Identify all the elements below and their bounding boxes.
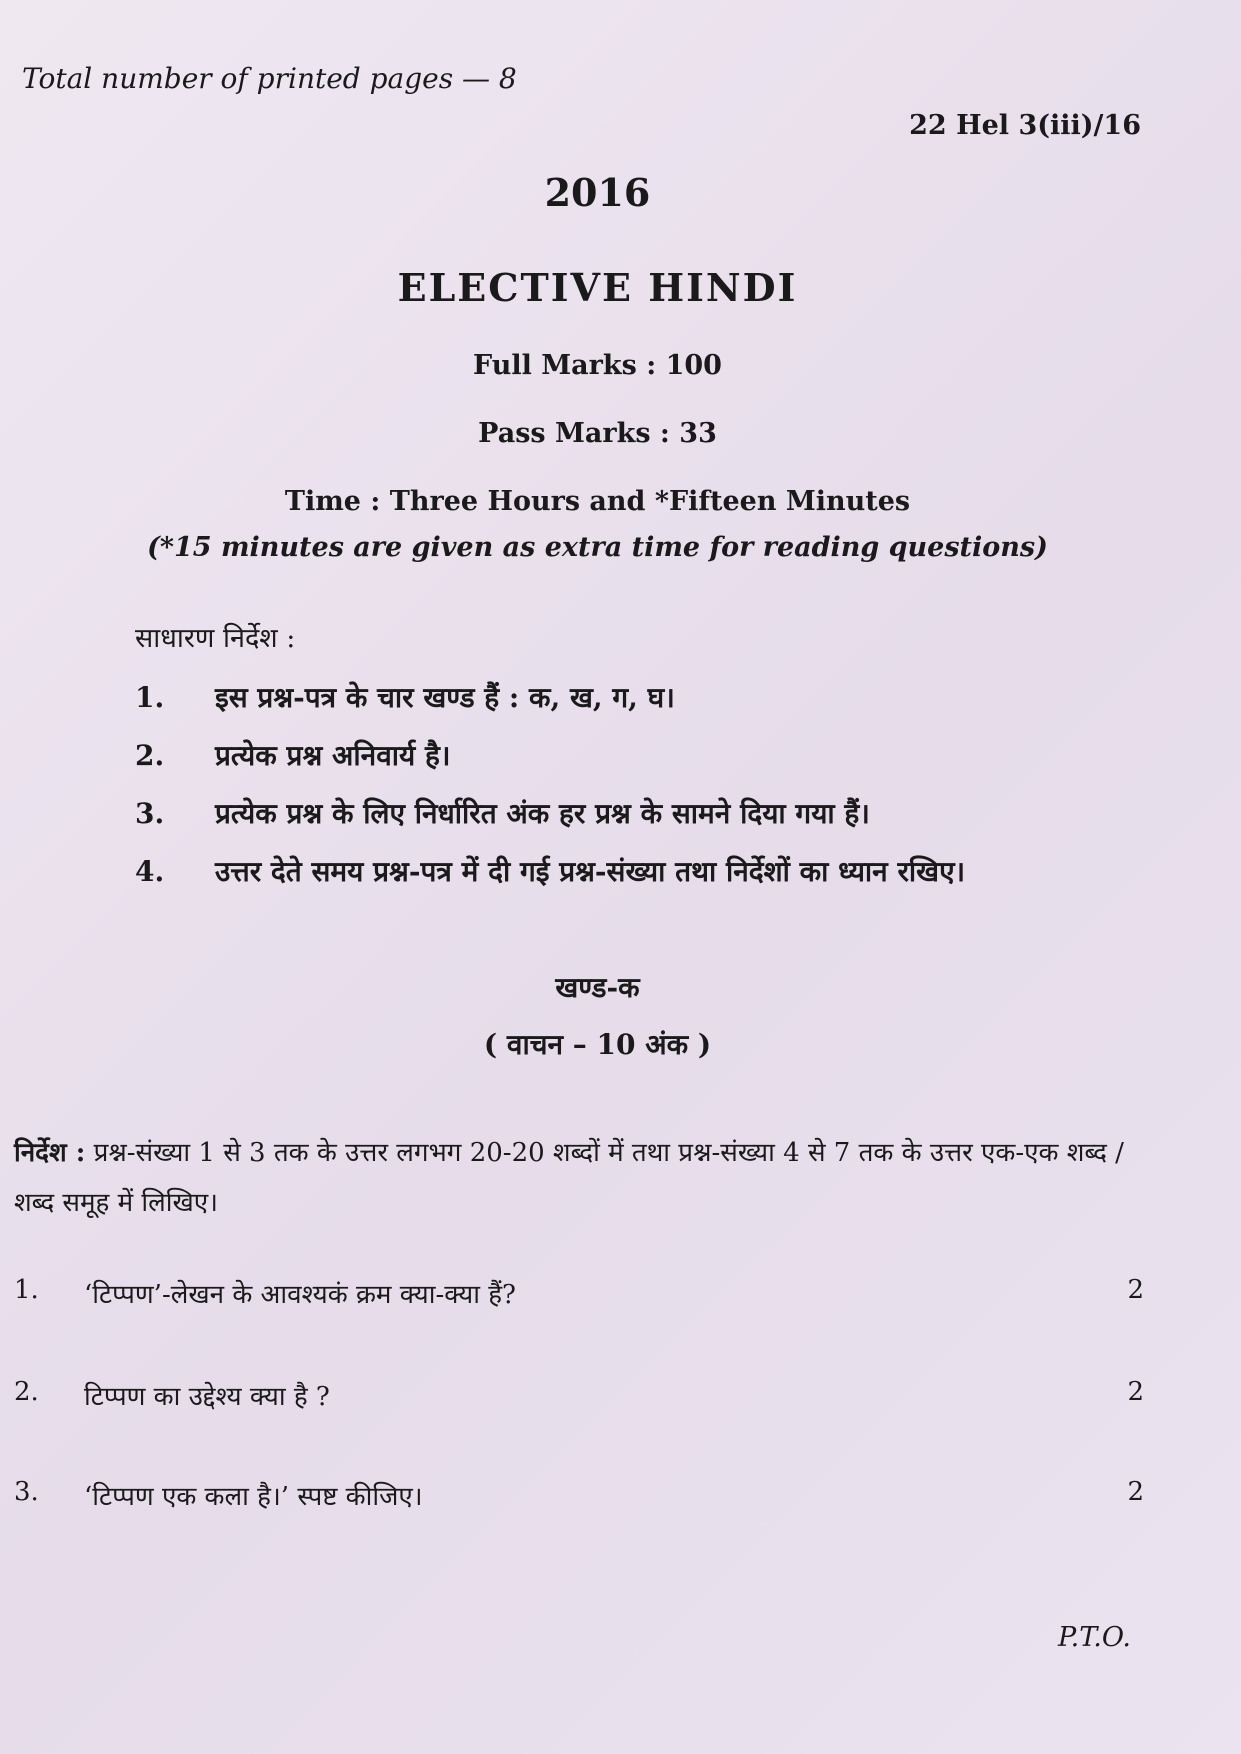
exam-time: Time : Three Hours and *Fifteen Minutes <box>284 486 911 517</box>
direction-text: प्रश्न-संख्या 1 से 3 तक के उत्तर लगभग 20-20 शब्दों में तथा प्रश्न-संख्या 4 से 7 तक के उत्तर एक-एक शब्द / शब्द समूह में लिखिए। <box>14 1138 1124 1218</box>
direction-label: निर्देश : <box>14 1138 86 1168</box>
printed-pages-note: Total number of printed pages — 8 <box>22 62 517 95</box>
full-marks: Full Marks : 100 <box>473 350 722 381</box>
question-number: 1. <box>14 1275 39 1305</box>
section-direction <box>14 1128 1154 1228</box>
instruction-item <box>135 842 1155 900</box>
question-row <box>14 1275 1144 1311</box>
instruction-number: 2. <box>135 738 165 772</box>
question-marks: 2 <box>1127 1477 1144 1507</box>
pass-marks: Pass Marks : 33 <box>478 418 717 449</box>
extra-time-note: (*15 minutes are given as extra time for reading questions) <box>147 532 1048 563</box>
exam-year: 2016 <box>544 170 651 215</box>
general-instructions-heading: साधारण निर्देश : <box>135 623 296 654</box>
instruction-number: 4. <box>135 854 165 888</box>
question-marks: 2 <box>1127 1377 1144 1407</box>
section-subtitle: ( वाचन – 10 अंक ) <box>483 1028 712 1061</box>
question-row <box>14 1377 1144 1413</box>
question-marks: 2 <box>1127 1275 1144 1305</box>
instruction-text: उत्तर देते समय प्रश्न-पत्र में दी गई प्रश्न-संख्या तथा निर्देशों का ध्यान रखिए। <box>215 855 966 888</box>
subject-title: ELECTIVE HINDI <box>397 265 798 310</box>
instruction-number: 3. <box>135 796 165 830</box>
please-turn-over: P.T.O. <box>1057 1622 1131 1653</box>
instruction-text: इस प्रश्न-पत्र के चार खण्ड हैं : क, ख, ग, घ। <box>215 681 675 714</box>
question-text: ‘टिप्पण एक कला है।’ स्पष्ट कीजिए। <box>84 1482 423 1512</box>
general-instructions-list <box>135 668 1155 900</box>
question-number: 3. <box>14 1477 39 1507</box>
instruction-item <box>135 784 1155 842</box>
instruction-item <box>135 668 1155 726</box>
paper-code: 22 Hel 3(iii)/16 <box>909 110 1141 141</box>
instruction-number: 1. <box>135 680 165 714</box>
question-text: टिप्पण का उद्देश्य क्या है ? <box>84 1382 330 1412</box>
instruction-text: प्रत्येक प्रश्न अनिवार्य है। <box>215 739 451 772</box>
section-title: खण्ड-क <box>555 971 640 1004</box>
question-number: 2. <box>14 1377 39 1407</box>
question-text: ‘टिप्पण’-लेखन के आवश्यकं क्रम क्या-क्या हैं? <box>84 1280 516 1310</box>
question-row <box>14 1477 1144 1513</box>
instruction-item <box>135 726 1155 784</box>
instruction-text: प्रत्येक प्रश्न के लिए निर्धारित अंक हर प्रश्न के सामने दिया गया हैं। <box>215 797 870 830</box>
